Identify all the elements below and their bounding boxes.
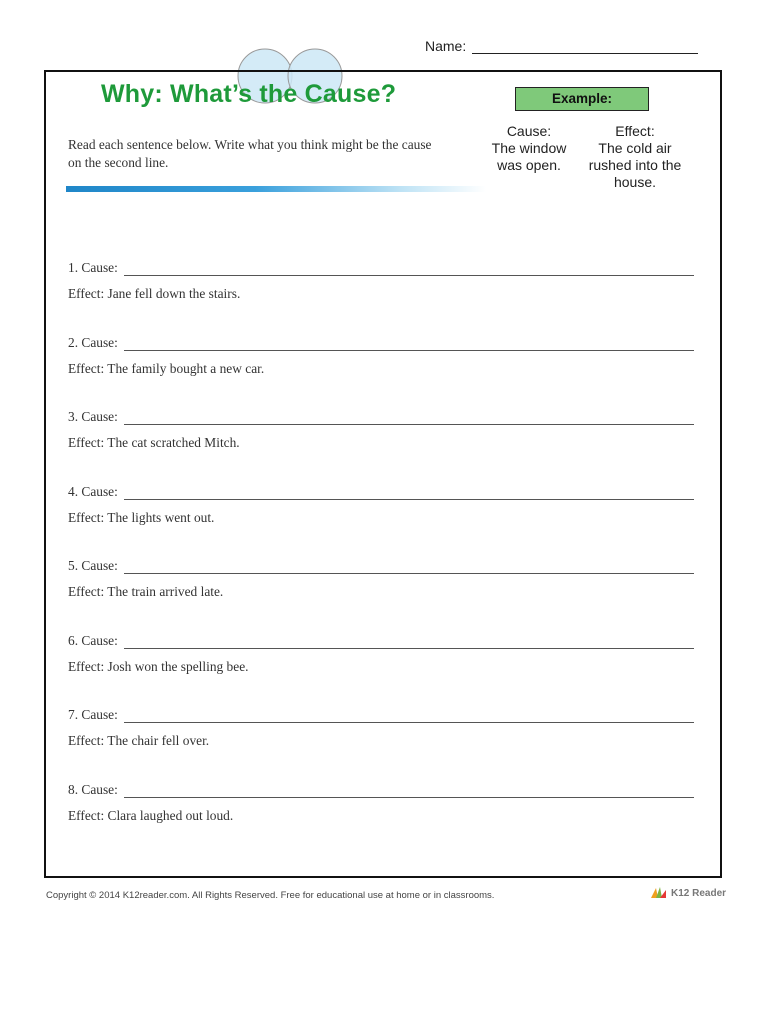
example-cause-heading: Cause:: [506, 123, 552, 139]
effect-text: Effect: The chair fell over.: [68, 733, 210, 748]
cause-label: 1. Cause:: [68, 260, 118, 275]
cause-answer-line[interactable]: [124, 636, 694, 649]
question-item: [68, 556, 694, 631]
example-effect-text: The cold air rushed into the house.: [588, 140, 682, 190]
effect-text: Effect: The train arrived late.: [68, 584, 224, 599]
cause-label: 2. Cause:: [68, 334, 118, 350]
cause-answer-line[interactable]: [124, 710, 694, 723]
cause-answer-line[interactable]: [124, 338, 694, 351]
name-field: [425, 38, 698, 54]
cause-label: 6. Cause:: [68, 632, 118, 648]
cause-answer-line[interactable]: [124, 487, 694, 500]
page-title: Why: What’s the Cause?: [101, 80, 397, 108]
cause-answer-line[interactable]: [124, 412, 694, 425]
question-item: [68, 631, 694, 706]
copyright-footer: Copyright © 2014 K12reader.com. All Rights Reserved. Free for educational use at home or in classrooms.: [46, 890, 495, 901]
question-item: [68, 482, 694, 557]
question-item: [68, 780, 694, 855]
cause-label: 4. Cause:: [68, 483, 118, 499]
question-item: [68, 333, 694, 408]
effect-text: Effect: Jane fell down the stairs.: [68, 286, 241, 301]
cause-label: 3. Cause:: [68, 409, 118, 424]
k12reader-logo: [650, 886, 726, 900]
effect-text: Effect: Josh won the spelling bee.: [68, 658, 249, 674]
example-effect-heading: Effect:: [615, 123, 655, 139]
cause-answer-line[interactable]: [124, 263, 694, 276]
effect-text: Effect: The lights went out.: [68, 509, 215, 525]
cause-label: 8. Cause:: [68, 781, 118, 797]
effect-text: Effect: The cat scratched Mitch.: [68, 435, 240, 450]
book-splash-icon: [650, 886, 668, 900]
cause-answer-line[interactable]: [124, 561, 694, 574]
name-label: Name:: [425, 38, 467, 54]
effect-text: Effect: Clara laughed out loud.: [68, 807, 234, 823]
example-cause-text: The window was open.: [491, 140, 567, 173]
question-list: [68, 258, 694, 854]
cause-answer-line[interactable]: [124, 785, 694, 798]
logo-text: K12 Reader: [671, 887, 727, 899]
name-blank-line[interactable]: [472, 39, 698, 54]
example-cause: [482, 123, 576, 174]
question-item: [68, 258, 694, 333]
cause-label: 5. Cause:: [68, 558, 118, 573]
example-effect: [586, 123, 684, 191]
title-rule-bar: [66, 186, 486, 192]
effect-text: Effect: The family bought a new car.: [68, 360, 265, 376]
question-item: [68, 407, 694, 482]
cause-label: 7. Cause:: [68, 707, 118, 722]
instructions-text: Read each sentence below. Write what you think might be the cause on the second line.: [68, 137, 432, 170]
question-item: [68, 705, 694, 780]
example-label-box: Example:: [515, 87, 649, 111]
